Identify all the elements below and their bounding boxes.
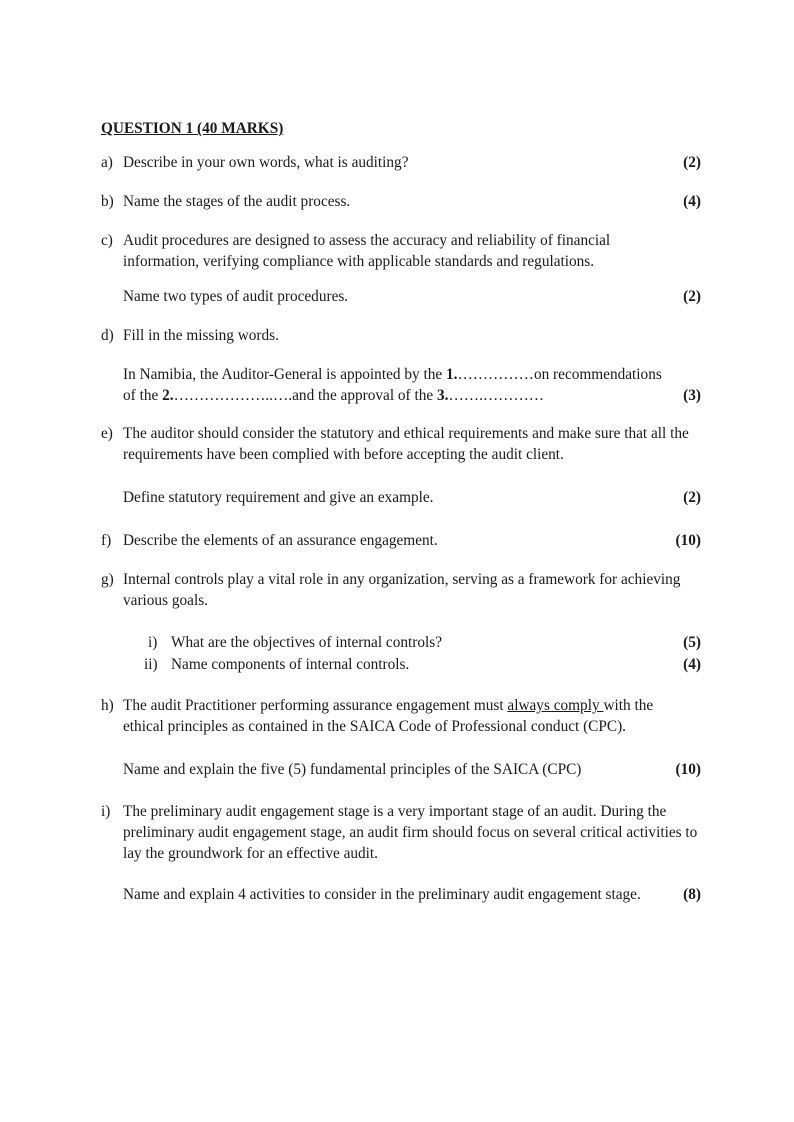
- sub-text: Name components of internal controls.: [171, 656, 410, 673]
- item-text: Name the stages of the audit process.: [123, 193, 351, 210]
- blank-number: 1.: [445, 366, 458, 383]
- item-text: Audit procedures are designed to assess the accuracy and reliability of financial information, verifying compliance with applicable standards and regulations.: [123, 232, 611, 270]
- item-label: a): [101, 154, 113, 171]
- fill-in-line-2: [123, 385, 544, 406]
- question-title: QUESTION 1 (40 MARKS): [101, 120, 284, 137]
- item-label: f): [101, 532, 112, 549]
- item-question: Name two types of audit procedures.: [123, 288, 349, 305]
- blank-number: 2.: [162, 387, 174, 404]
- marks: (2): [683, 288, 701, 305]
- sub-label: i): [148, 634, 158, 651]
- underlined-text: always comply: [507, 697, 604, 714]
- item-label: i): [101, 803, 111, 820]
- item-text: [123, 695, 691, 737]
- marks: (4): [683, 656, 701, 673]
- sub-text: What are the objectives of internal controls?: [171, 634, 442, 651]
- text: In Namibia, the Auditor-General is appointed by the: [123, 366, 446, 383]
- marks: (2): [683, 154, 701, 171]
- question-e: [101, 423, 701, 513]
- marks: (3): [683, 387, 701, 404]
- item-text: Internal controls play a vital role in any organization, serving as a framework for achieving various goals.: [123, 571, 681, 609]
- marks: (10): [675, 532, 701, 549]
- item-text: Describe the elements of an assurance engagement.: [123, 532, 438, 549]
- item-label: b): [101, 193, 114, 210]
- text: ………………..….and the approval of the: [173, 387, 437, 404]
- marks: (5): [683, 634, 701, 651]
- marks: (2): [683, 489, 701, 506]
- blank-number: 3.: [436, 387, 449, 404]
- marks: (4): [683, 193, 701, 210]
- item-text: The auditor should consider the statutory and ethical requirements and make sure that all the requirements have been complied with before accepting the audit client.: [123, 425, 689, 463]
- item-text: The preliminary audit engagement stage is a very important stage of an audit. During the preliminary audit engagement stage, an audit firm should focus on several critical activities to lay the groundwork for an effective audit.: [123, 803, 698, 862]
- question-h: [101, 695, 701, 785]
- question-g: [101, 569, 701, 679]
- item-label: d): [101, 327, 114, 344]
- question-d: [101, 325, 701, 405]
- marks: (8): [683, 886, 701, 903]
- item-label: g): [101, 571, 114, 588]
- question-c: [101, 230, 701, 310]
- text: of the: [123, 387, 163, 404]
- question-i: [101, 801, 701, 911]
- text: ……………on recommendations: [457, 366, 662, 383]
- item-label: e): [101, 425, 113, 442]
- item-question: Define statutory requirement and give an example.: [123, 489, 434, 506]
- text: …….…………: [448, 387, 545, 404]
- item-text: Fill in the missing words.: [123, 327, 279, 344]
- sub-label: ii): [144, 656, 158, 673]
- fill-in-line-1: [123, 364, 711, 385]
- item-question: Name and explain 4 activities to consider in the preliminary audit engagement stage.: [123, 886, 641, 903]
- item-question: Name and explain the five (5) fundamental principles of the SAICA (CPC): [123, 761, 582, 778]
- text: The audit Practitioner performing assurance engagement must: [123, 697, 508, 714]
- item-text: Describe in your own words, what is auditing?: [123, 154, 409, 171]
- item-label: c): [101, 232, 113, 249]
- marks: (10): [675, 761, 701, 778]
- item-label: h): [101, 697, 114, 714]
- text: with the ethical principles as contained in the SAICA Code of Professional conduct (CPC).: [123, 697, 654, 735]
